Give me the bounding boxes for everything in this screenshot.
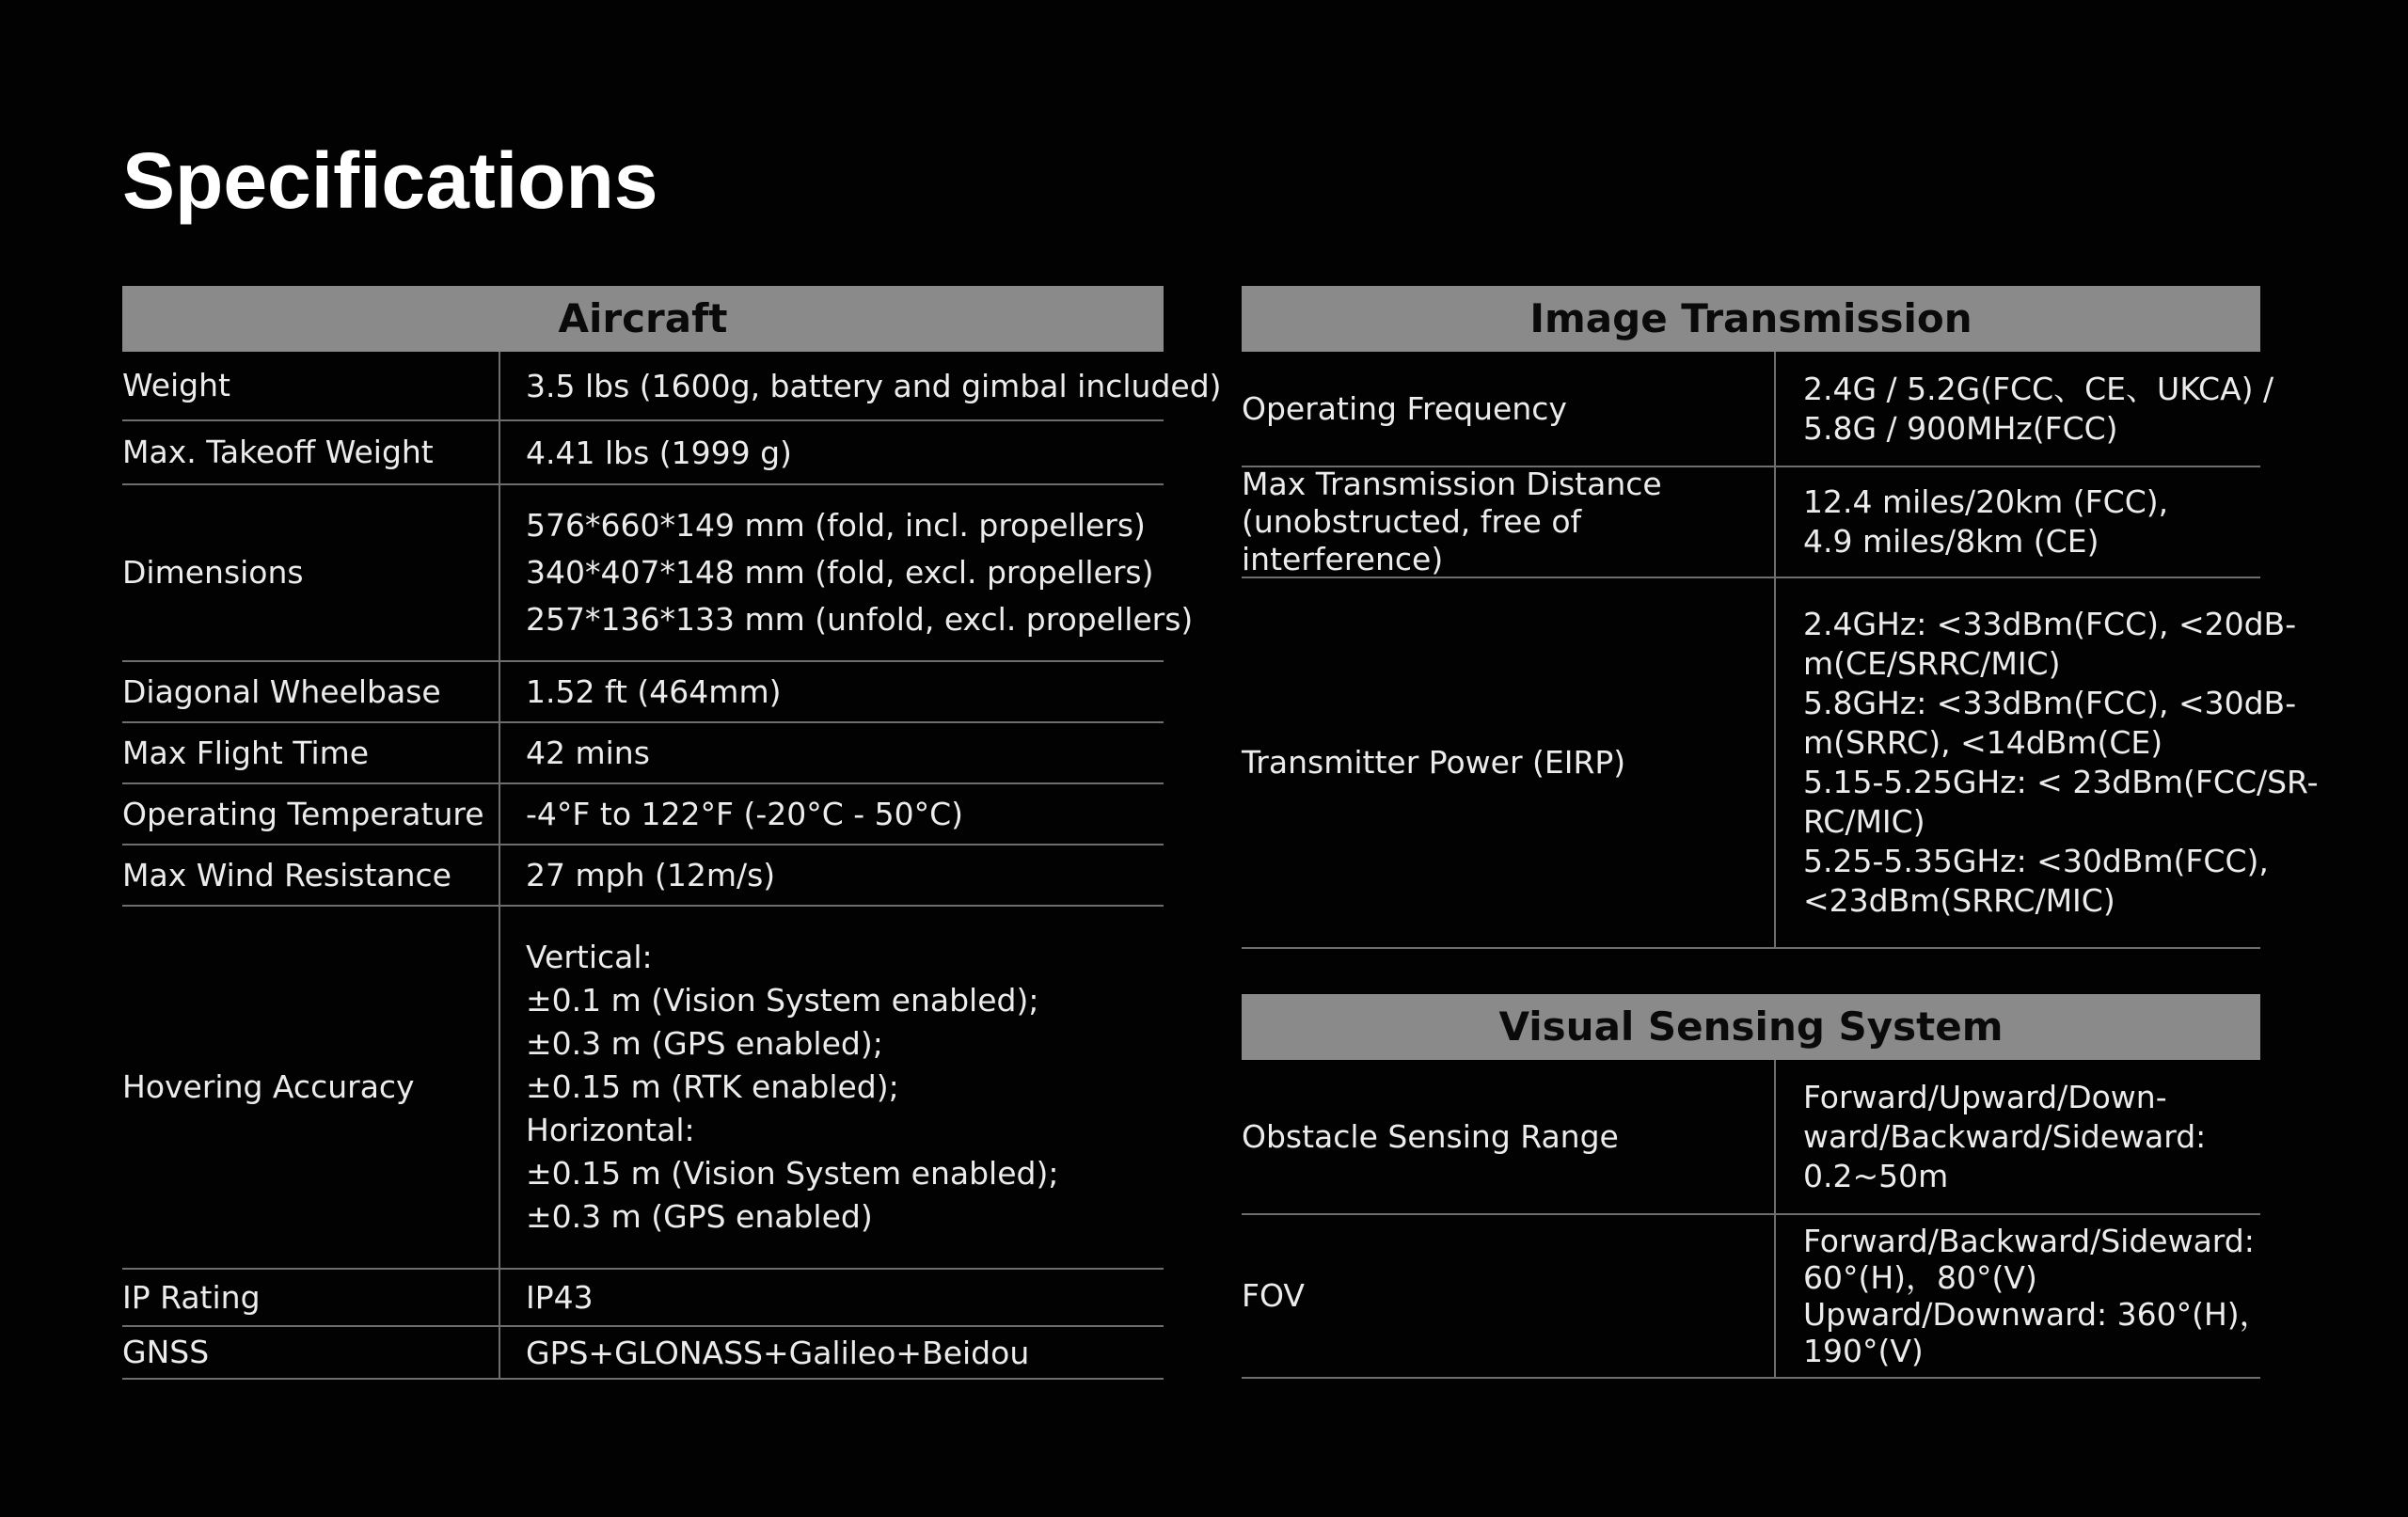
spec-value-line: 3.5 lbs (1600g, battery and gimbal included) [526,367,1222,404]
spec-label: Max Wind Resistance [122,856,452,893]
spec-value-line: Forward/Backward/Sideward: [1803,1223,2255,1259]
spec-value [499,352,1222,419]
visual-sensing-rows [1242,1060,2271,1379]
spec-label: Diagonal Wheelbase [122,672,441,710]
spec-value-line: 340*407*148 mm (fold, excl. propellers) [526,554,1154,591]
spec-label: Operating Frequency [1242,389,1567,427]
spec-label: Max Flight Time [122,734,370,771]
spec-value-line: 2.4G / 5.2G(FCC、CE、UKCA) / [1803,370,2274,407]
spec-value-line: 257*136*133 mm (unfold, excl. propellers) [526,601,1194,638]
spec-value-line: m(SRRC), <14dBm(CE) [1803,724,2163,761]
spec-value [499,1327,1164,1378]
spec-label: IP Rating [122,1278,261,1316]
spec-value-line: RC/MIC) [1803,803,1925,840]
spec-row-max-wind-resistance [122,845,1164,907]
spec-row-obstacle-sensing-range [1242,1060,2260,1215]
spec-value-line: ±0.3 m (GPS enabled); [526,1025,883,1062]
spec-value [499,784,1164,844]
page-title: Specifications [122,136,658,225]
spec-row-diagonal-wheelbase [122,662,1164,723]
aircraft-header: Aircraft [122,286,1164,352]
image-transmission-header: Image Transmission [1242,286,2260,352]
spec-value [499,421,1164,483]
spec-label: Weight [122,367,230,403]
spec-value [499,485,1194,660]
spec-value-line: 5.25-5.35GHz: <30dBm(FCC), [1803,843,2269,879]
spec-label: GNSS [122,1334,210,1370]
spec-value-line: GPS+GLONASS+Galileo+Beidou [526,1334,1030,1371]
spec-value-line: 576*660*149 mm (fold, incl. propellers) [526,507,1146,544]
spec-row-dimensions [122,485,1194,662]
spec-value [499,845,1164,905]
spec-row-max-takeoff-weight [122,421,1164,485]
spec-value [499,662,1164,721]
spec-value-line: 5.8G / 900MHz(FCC) [1803,409,2118,447]
spec-value-line: 27 mph (12m/s) [526,857,776,893]
spec-value [1774,578,2319,947]
spec-value-line: 0.2~50m [1803,1157,1949,1194]
spec-label: Obstacle Sensing Range [1242,1117,1619,1155]
spec-value-line: Horizontal: [526,1112,695,1148]
spec-label: FOV [1242,1277,1305,1314]
spec-label: Dimensions [122,554,304,591]
spec-row-weight [122,352,1222,421]
spec-value-line: IP43 [526,1279,594,1316]
spec-value-line: Forward/Upward/Down- [1803,1078,2167,1115]
spec-value-line: <23dBm(SRRC/MIC) [1803,882,2115,919]
spec-value-line: 5.8GHz: <33dBm(FCC), <30dB- [1803,685,2297,721]
spec-value [499,723,1164,782]
spec-label: Max Transmission Distance (unobstructed, free of interference) [1242,466,1662,577]
spec-row-max-flight-time [122,723,1164,784]
spec-row-operating-temperature [122,784,1164,845]
spec-label: Operating Temperature [122,795,484,832]
spec-value-line: ±0.3 m (GPS enabled) [526,1198,873,1235]
spec-value-line: 190°(V) [1803,1333,1924,1369]
spec-value [1774,1060,2260,1213]
spec-value-line: 4.9 miles/8km (CE) [1803,523,2099,560]
spec-value-line: 42 mins [526,735,650,771]
spec-row-operating-frequency [1242,352,2274,467]
spec-value-line: ±0.15 m (Vision System enabled); [526,1155,1059,1192]
spec-value-line: ±0.15 m (RTK enabled); [526,1068,899,1105]
image-transmission-rows [1242,352,2319,949]
spec-value-line: Upward/Downward: 360°(H)， [1803,1296,2271,1333]
visual-sensing-header: Visual Sensing System [1242,994,2260,1060]
spec-row-ip-rating [122,1270,1164,1327]
spec-value-line: 60°(H)，80°(V) [1803,1259,2037,1296]
spec-label: Transmitter Power (EIRP) [1242,744,1626,781]
visual-sensing-spec-table [1242,994,2271,1379]
spec-value-line: Vertical: [526,939,653,975]
spec-value-line: ward/Backward/Sideward: [1803,1117,2207,1155]
spec-value [499,1270,1164,1325]
spec-value-line: 2.4GHz: <33dBm(FCC), <20dB- [1803,606,2297,642]
spec-value-line: 12.4 miles/20km (FCC), [1803,483,2169,520]
spec-row-max-transmission-distance [1242,467,2260,578]
spec-row-fov [1242,1215,2271,1379]
spec-value-line: 5.15-5.25GHz: < 23dBm(FCC/SR- [1803,764,2319,800]
spec-value [1774,352,2274,466]
image-transmission-spec-table [1242,286,2319,949]
spec-value [1774,1215,2271,1377]
spec-value-line: m(CE/SRRC/MIC) [1803,645,2061,682]
spec-row-hovering-accuracy [122,907,1164,1270]
spec-value-line: 4.41 lbs (1999 g) [526,434,792,471]
spec-label: Max. Takeoff Weight [122,434,434,470]
spec-value-line: 1.52 ft (464mm) [526,673,782,710]
spec-row-gnss [122,1327,1164,1380]
aircraft-rows [122,352,1222,1380]
spec-value-line: -4°F to 122°F (-20°C - 50°C) [526,796,964,832]
spec-value [499,907,1164,1268]
spec-value [1774,467,2260,577]
spec-label: Hovering Accuracy [122,1068,415,1105]
spec-value-line: ±0.1 m (Vision System enabled); [526,982,1039,1019]
aircraft-spec-table [122,286,1222,1380]
spec-row-transmitter-power [1242,578,2319,949]
